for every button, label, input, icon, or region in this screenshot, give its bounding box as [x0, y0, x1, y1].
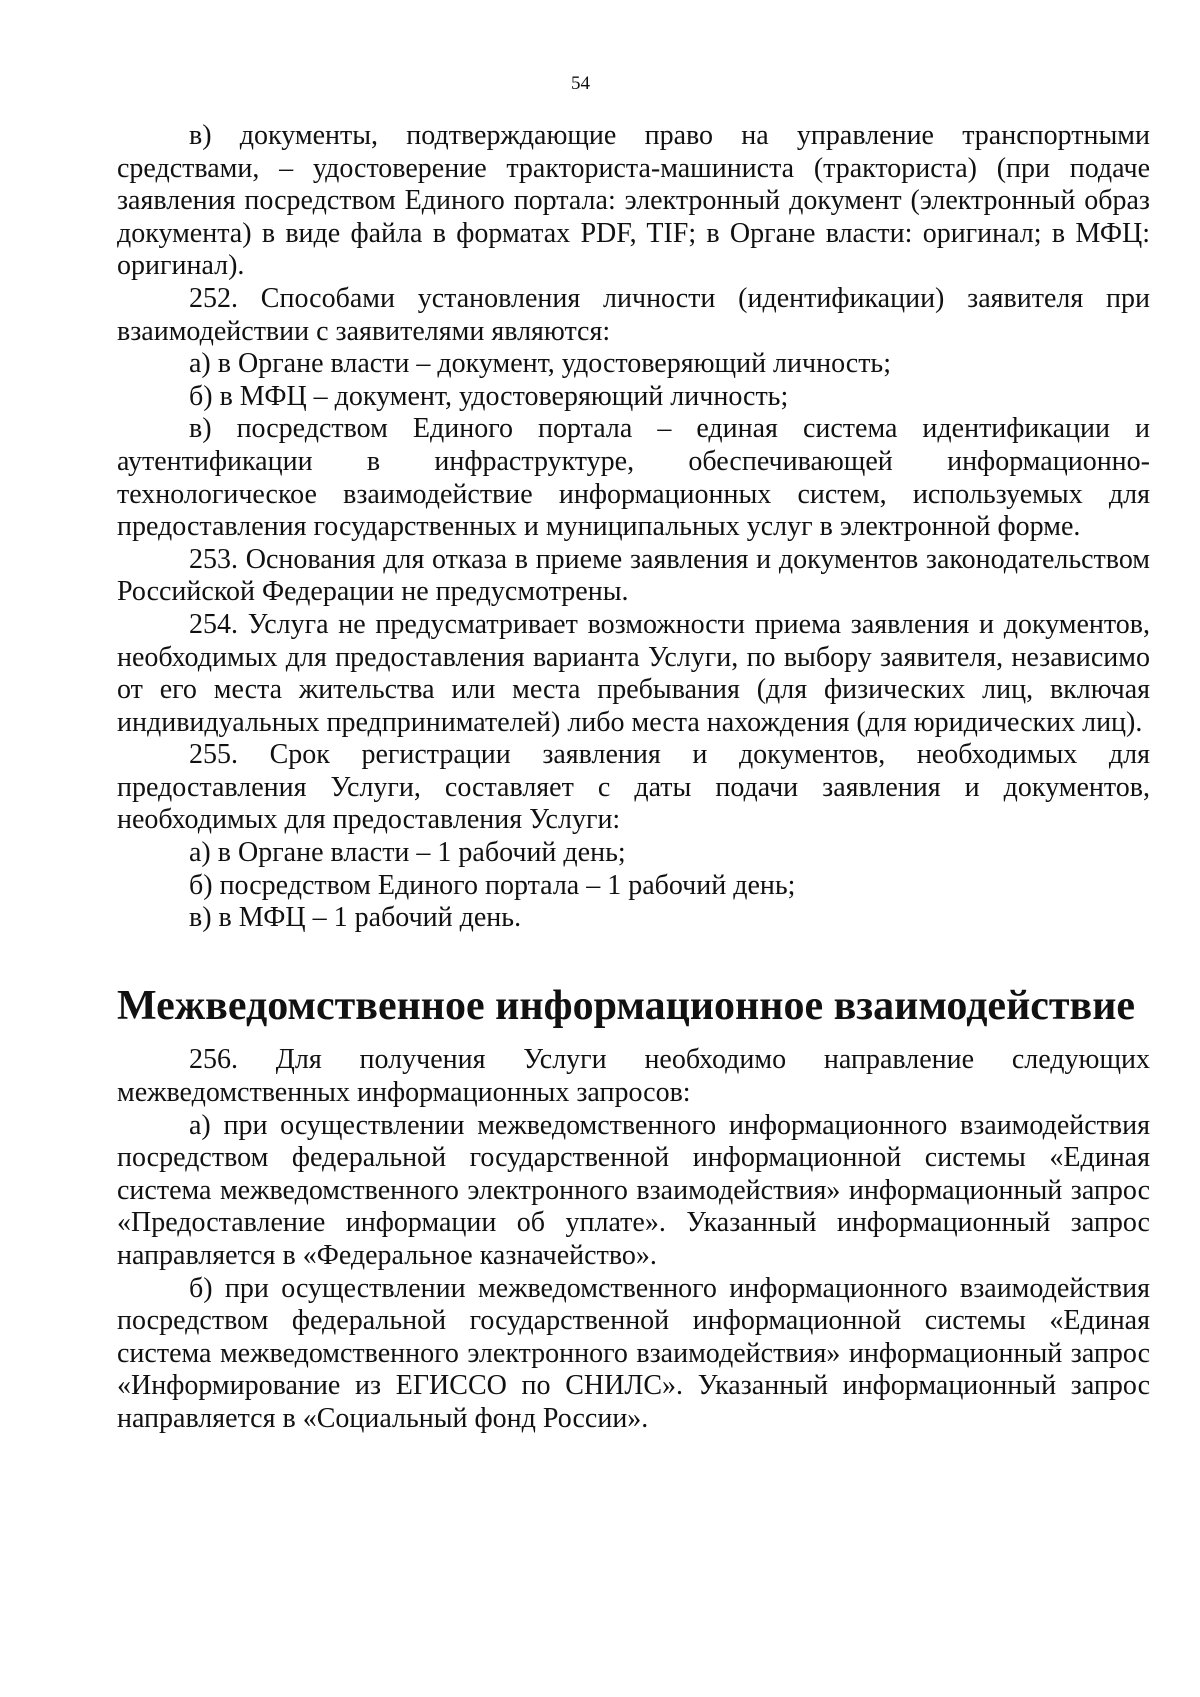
paragraph-252-item-v: в) посредством Единого портала – единая система идентификации и аутентификации в инфраструктуре, обеспечивающей информационно-технологическое взаимодействие информационных систем, используемых для предоставления государственных и муниципальных услуг в электронной форме.: [117, 413, 1150, 543]
paragraph-252-item-b: б) в МФЦ – документ, удостоверяющий личность;: [189, 380, 789, 412]
paragraph-256-item-b: б) при осуществлении межведомственного информационного взаимодействия посредством федеральной государственной информационной системы «Единая система межведомственного электронного взаимодействия» информационный запрос «Информирование из ЕГИССО по СНИЛС». Указанный информационный запрос направляется в «Социальный фонд России».: [117, 1272, 1150, 1434]
paragraph-255-item-v: в) в МФЦ – 1 рабочий день.: [189, 902, 522, 934]
document-body: [117, 120, 1150, 1436]
paragraph-253-refusal-grounds: 253. Основания для отказа в приеме заявления и документов законодательством Российской Федерации не предусмотрены.: [117, 543, 1150, 608]
paragraph-254-extraterritorial: 254. Услуга не предусматривает возможности приема заявления и документов, необходимых для предоставления варианта Услуги, по выбору заявителя, независимо от его места жительства или места пребывания (для физических лиц, включая индивидуальных предпринимателей) либо места нахождения (для юридических лиц).: [117, 608, 1150, 738]
paragraph-252-identification-methods: 252. Способами установления личности (идентификации) заявителя при взаимодействии с заявителями являются:: [117, 282, 1150, 347]
section-heading: Межведомственное информационное взаимодействие: [117, 982, 1136, 1029]
paragraph-item-v-driving-documents: в) документы, подтверждающие право на управление транспортными средствами, – удостоверение тракториста-машиниста (тракториста) (при подаче заявления посредством Единого портала: электронный документ (электронный образ документа) в виде файла в форматах PDF, TIF; в Органе власти: оригинал; в МФЦ: оригинал).: [117, 120, 1150, 282]
paragraph-255-item-a: а) в Органе власти – 1 рабочий день;: [189, 837, 626, 869]
paragraph-255-registration-term: 255. Срок регистрации заявления и документов, необходимых для предоставления Услуги, составляет с даты подачи заявления и документов, необходимых для предоставления Услуги:: [117, 739, 1150, 836]
page-number: 54: [571, 73, 590, 94]
paragraph-256-item-a: а) при осуществлении межведомственного информационного взаимодействия посредством федеральной государственной информационной системы «Единая система межведомственного электронного взаимодействия» информационный запрос «Предоставление информации об уплате». Указанный информационный запрос направляется в «Федеральное казначейство».: [117, 1109, 1150, 1271]
paragraph-252-item-a: а) в Органе власти – документ, удостоверяющий личность;: [189, 348, 891, 380]
paragraph-255-item-b: б) посредством Единого портала – 1 рабочий день;: [189, 869, 796, 901]
paragraph-256-interagency-requests: 256. Для получения Услуги необходимо направление следующих межведомственных информационных запросов:: [117, 1044, 1150, 1109]
